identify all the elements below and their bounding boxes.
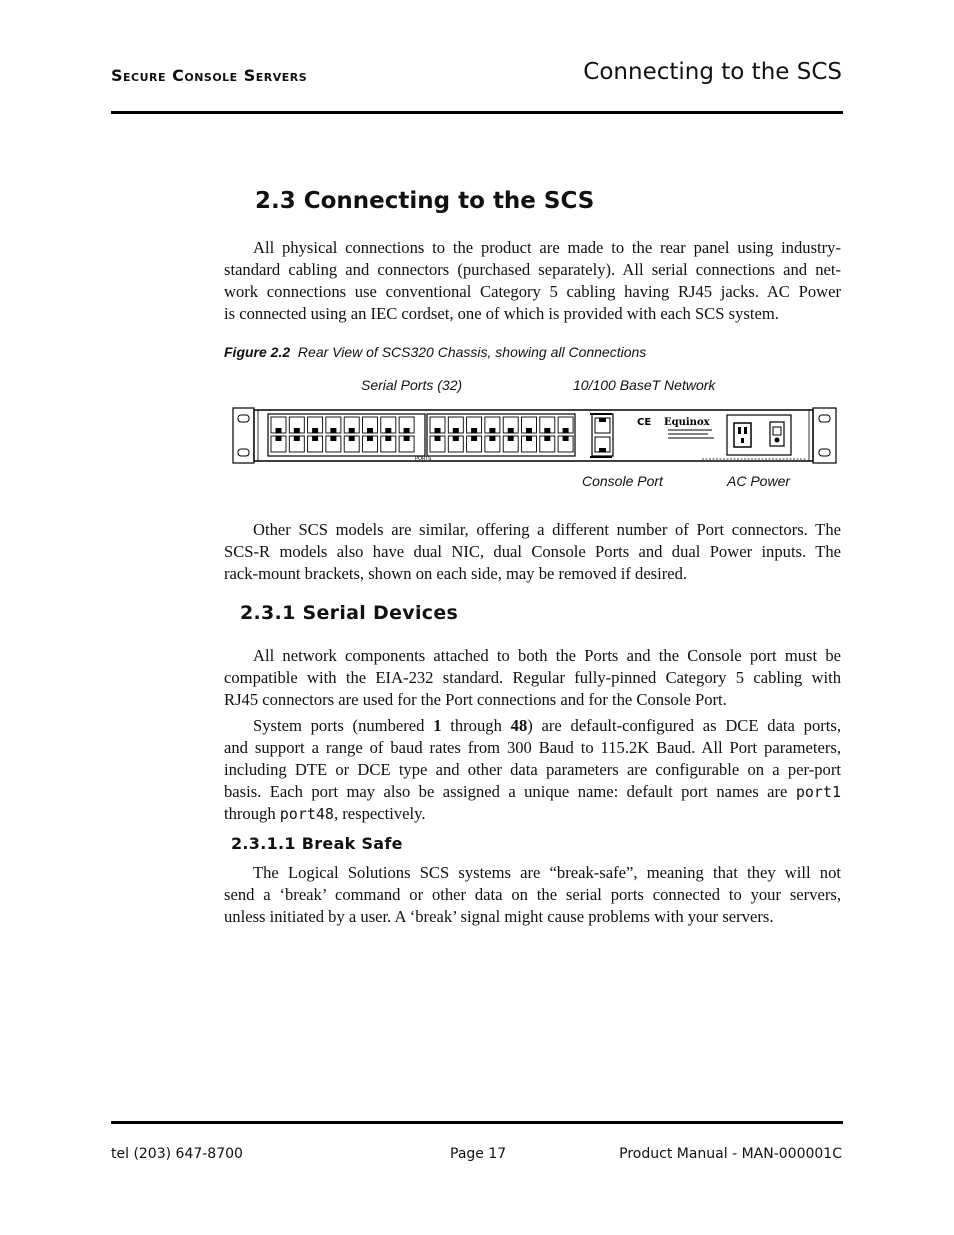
subsection-heading: 2.3.1 Serial Devices <box>240 602 459 624</box>
serial-port-latch <box>453 428 459 433</box>
serial-port-latch <box>544 428 550 433</box>
running-header-section: Secure Console Servers <box>111 66 308 85</box>
text-fragment: through <box>224 804 280 823</box>
callout-network: 10/100 BaseT Network <box>573 377 716 393</box>
text-line: unless initiated by a user. A ‘break’ signal might cause problems with your servers. <box>224 907 774 926</box>
footer-phone: tel (203) 647-8700 <box>111 1146 243 1162</box>
serial-port-latch <box>489 428 495 433</box>
code-port-first: port1 <box>795 783 841 801</box>
serial-port-latch <box>563 436 569 441</box>
serial-port-latch <box>294 428 300 433</box>
text-line: All network components attached to both the Ports and the Console port must be <box>253 646 841 665</box>
figure-caption <box>224 344 646 360</box>
callout-ac-power: AC Power <box>727 473 791 489</box>
callout-console-port: Console Port <box>582 473 663 489</box>
text-line: compatible with the EIA-232 standard. Regular fully-pinned Category 5 cabling with <box>224 668 841 687</box>
serial-port-latch <box>385 436 391 441</box>
serial-port-latch <box>349 436 355 441</box>
running-header-chapter: Connecting to the SCS <box>583 59 842 85</box>
serial-port-latch <box>385 428 391 433</box>
subsubsection-heading: 2.3.1.1 Break Safe <box>231 834 403 853</box>
port-number-first: 1 <box>433 716 442 735</box>
rack-bracket-right <box>813 408 836 463</box>
text-line <box>224 803 841 825</box>
text-fragment: basis. Each port may also be assigned a unique name: default port names are <box>224 782 796 801</box>
brand-label: Equinox <box>664 417 710 428</box>
footer-manual-id: Product Manual - MAN-000001C <box>619 1146 842 1162</box>
text-fragment: System ports (numbered <box>253 716 434 735</box>
text-line: including DTE or DCE type and other data parameters are configurable on a per-port <box>224 760 841 779</box>
ce-mark: CE <box>637 417 652 428</box>
text-line: work connections use conventional Category 5 cabling having RJ45 jacks. AC Power <box>224 282 841 301</box>
figure-label: Figure 2.2 <box>224 344 291 360</box>
serial-devices-paragraph-2 <box>224 715 841 825</box>
text-fragment: , respectively. <box>333 804 426 823</box>
serial-port-latch <box>404 436 410 441</box>
serial-port-latch <box>526 428 532 433</box>
text-line <box>224 781 841 803</box>
text-line: rack-mount brackets, shown on each side, may be removed if desired. <box>224 564 688 583</box>
footer-rule <box>111 1121 843 1124</box>
text-line: send a ‘break’ command or other data on the serial ports connected to your servers, <box>224 885 841 904</box>
serial-port-latch <box>489 436 495 441</box>
serial-port-latch <box>276 436 282 441</box>
serial-port-latch <box>367 428 373 433</box>
serial-port-latch <box>563 428 569 433</box>
ports-label: PORTS <box>415 456 432 462</box>
section-heading: 2.3 Connecting to the SCS <box>255 188 595 214</box>
serial-port-latch <box>453 436 459 441</box>
serial-devices-paragraph-1 <box>224 645 841 711</box>
serial-port-latch <box>544 436 550 441</box>
serial-port-latch <box>526 436 532 441</box>
serial-port-latch <box>404 428 410 433</box>
text-line <box>224 715 841 737</box>
header-rule <box>111 111 843 114</box>
chassis-rear-view <box>232 406 838 466</box>
serial-port-latch <box>330 436 336 441</box>
code-port-last: port48 <box>279 805 334 823</box>
port-number-last: 48 <box>510 716 528 735</box>
serial-port-latch <box>471 428 477 433</box>
text-line: standard cabling and connectors (purchased separately). All serial connections and net- <box>224 260 841 279</box>
intro-paragraph <box>224 237 841 325</box>
serial-port-latch <box>471 436 477 441</box>
rack-bracket-left <box>233 408 254 463</box>
text-line: SCS-R models also have dual NIC, dual Console Ports and dual Power inputs. The <box>224 542 841 561</box>
chassis-body <box>254 410 813 461</box>
text-fragment: ) are default-configured as DCE data ports, <box>527 716 841 735</box>
serial-port-latch <box>508 428 514 433</box>
text-line: Other SCS models are similar, offering a different number of Port connectors. The <box>253 520 841 539</box>
serial-port-latch <box>312 428 318 433</box>
serial-port-latch <box>330 428 336 433</box>
serial-port-latch <box>312 436 318 441</box>
text-line: RJ45 connectors are used for the Port connections and for the Console Port. <box>224 690 727 709</box>
serial-port-latch <box>435 436 441 441</box>
serial-port-latch <box>294 436 300 441</box>
text-fragment: through <box>441 716 511 735</box>
text-line: The Logical Solutions SCS systems are “break-safe”, meaning that they will not <box>253 863 841 882</box>
text-line: is connected using an IEC cordset, one of which is provided with each SCS system. <box>224 304 779 323</box>
serial-port-latch <box>367 436 373 441</box>
figure-caption-text: Rear View of SCS320 Chassis, showing all Connections <box>297 344 647 360</box>
serial-port-latch <box>435 428 441 433</box>
callout-serial-ports: Serial Ports (32) <box>361 377 463 393</box>
footer-page-number: Page 17 <box>450 1146 507 1162</box>
serial-port-latch <box>349 428 355 433</box>
serial-port-latch <box>276 428 282 433</box>
break-safe-paragraph <box>224 862 841 928</box>
models-paragraph <box>224 519 841 585</box>
serial-port-latch <box>508 436 514 441</box>
text-line: and support a range of baud rates from 300 Baud to 115.2K Baud. All Port parameters, <box>224 738 841 757</box>
text-line: All physical connections to the product are made to the rear panel using industry- <box>253 238 841 257</box>
